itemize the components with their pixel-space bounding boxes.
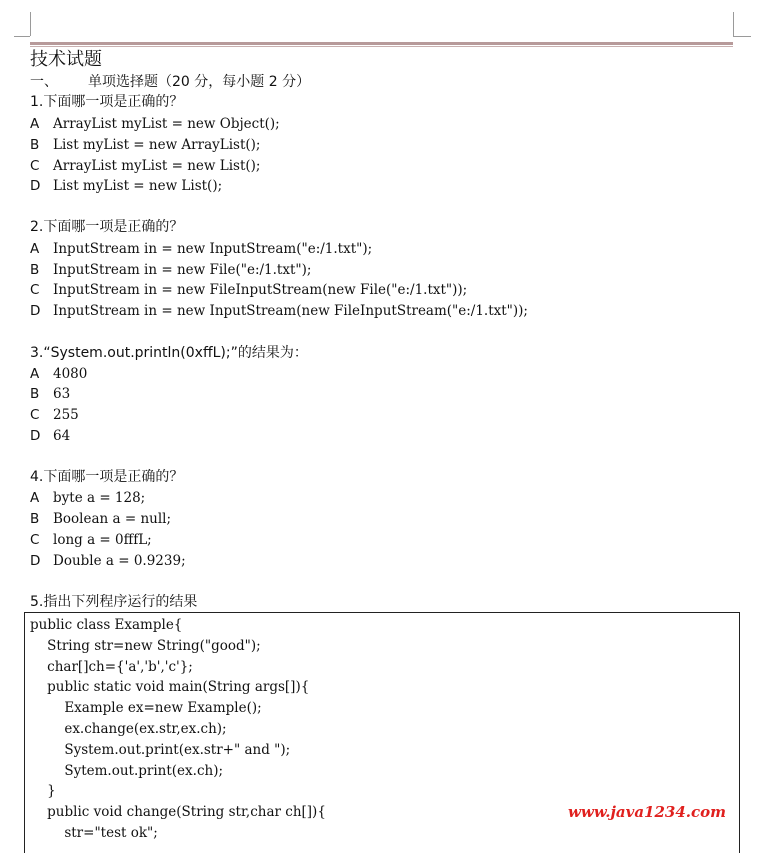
question-4-stem: 4.下面哪一项是正确的？ [30,469,184,485]
code-line: public class Example{ [30,617,183,633]
option-4d: D Double a = 0.9239; [30,553,186,569]
page-title: 技术试题 [30,49,102,70]
option-4b: B Boolean a = null; [30,511,172,527]
option-2b: B InputStream in = new File("e:/1.txt"); [30,262,312,278]
code-line: ex.change(ex.str,ex.ch); [30,721,227,737]
code-line: public void change(String str,char ch[]){ [30,804,326,820]
code-line: } [30,783,56,799]
option-4a: A byte a = 128; [30,490,146,506]
code-line: Example ex=new Example(); [30,700,262,716]
code-line: System.out.print(ex.str+" and "); [30,742,291,758]
code-line: char[]ch={'a','b','c'}; [30,659,193,675]
option-1b: B List myList = new ArrayList(); [30,137,261,153]
option-2d: D InputStream in = new InputStream(new FileInputStream("e:/1.txt")); [30,303,528,319]
option-2a: A InputStream in = new InputStream("e:/1.txt"); [30,241,373,257]
question-1-stem: 1.下面哪一项是正确的？ [30,94,184,110]
header-rule [30,42,733,45]
section-number: 一、 [30,74,58,90]
option-1a: A ArrayList myList = new Object(); [30,116,280,132]
watermark: www.java1234.com [565,803,729,821]
section-text: 单项选择题（20 分，每小题 2 分） [88,74,311,90]
code-line: Sytem.out.print(ex.ch); [30,763,224,779]
section-heading [30,73,310,91]
option-3b: B 63 [30,386,71,402]
option-2c: C InputStream in = new FileInputStream(new File("e:/1.txt")); [30,282,468,298]
question-3-stem: 3.“System.out.println(0xffL);”的结果为： [30,345,308,361]
header-rule-thin [30,46,733,47]
option-3d: D 64 [30,428,71,444]
option-3c: C 255 [30,407,79,423]
option-3a: A 4080 [30,366,88,382]
option-1d: D List myList = new List(); [30,178,223,194]
question-5-stem: 5.指出下列程序运行的结果 [30,594,198,610]
question-2-stem: 2.下面哪一项是正确的？ [30,219,184,235]
code-line: str="test ok"; [30,825,158,841]
code-line: public static void main(String args[]){ [30,679,310,695]
option-4c: C long a = 0fffL; [30,532,152,548]
option-1c: C ArrayList myList = new List(); [30,158,261,174]
code-line: String str=new String("good"); [30,638,261,654]
